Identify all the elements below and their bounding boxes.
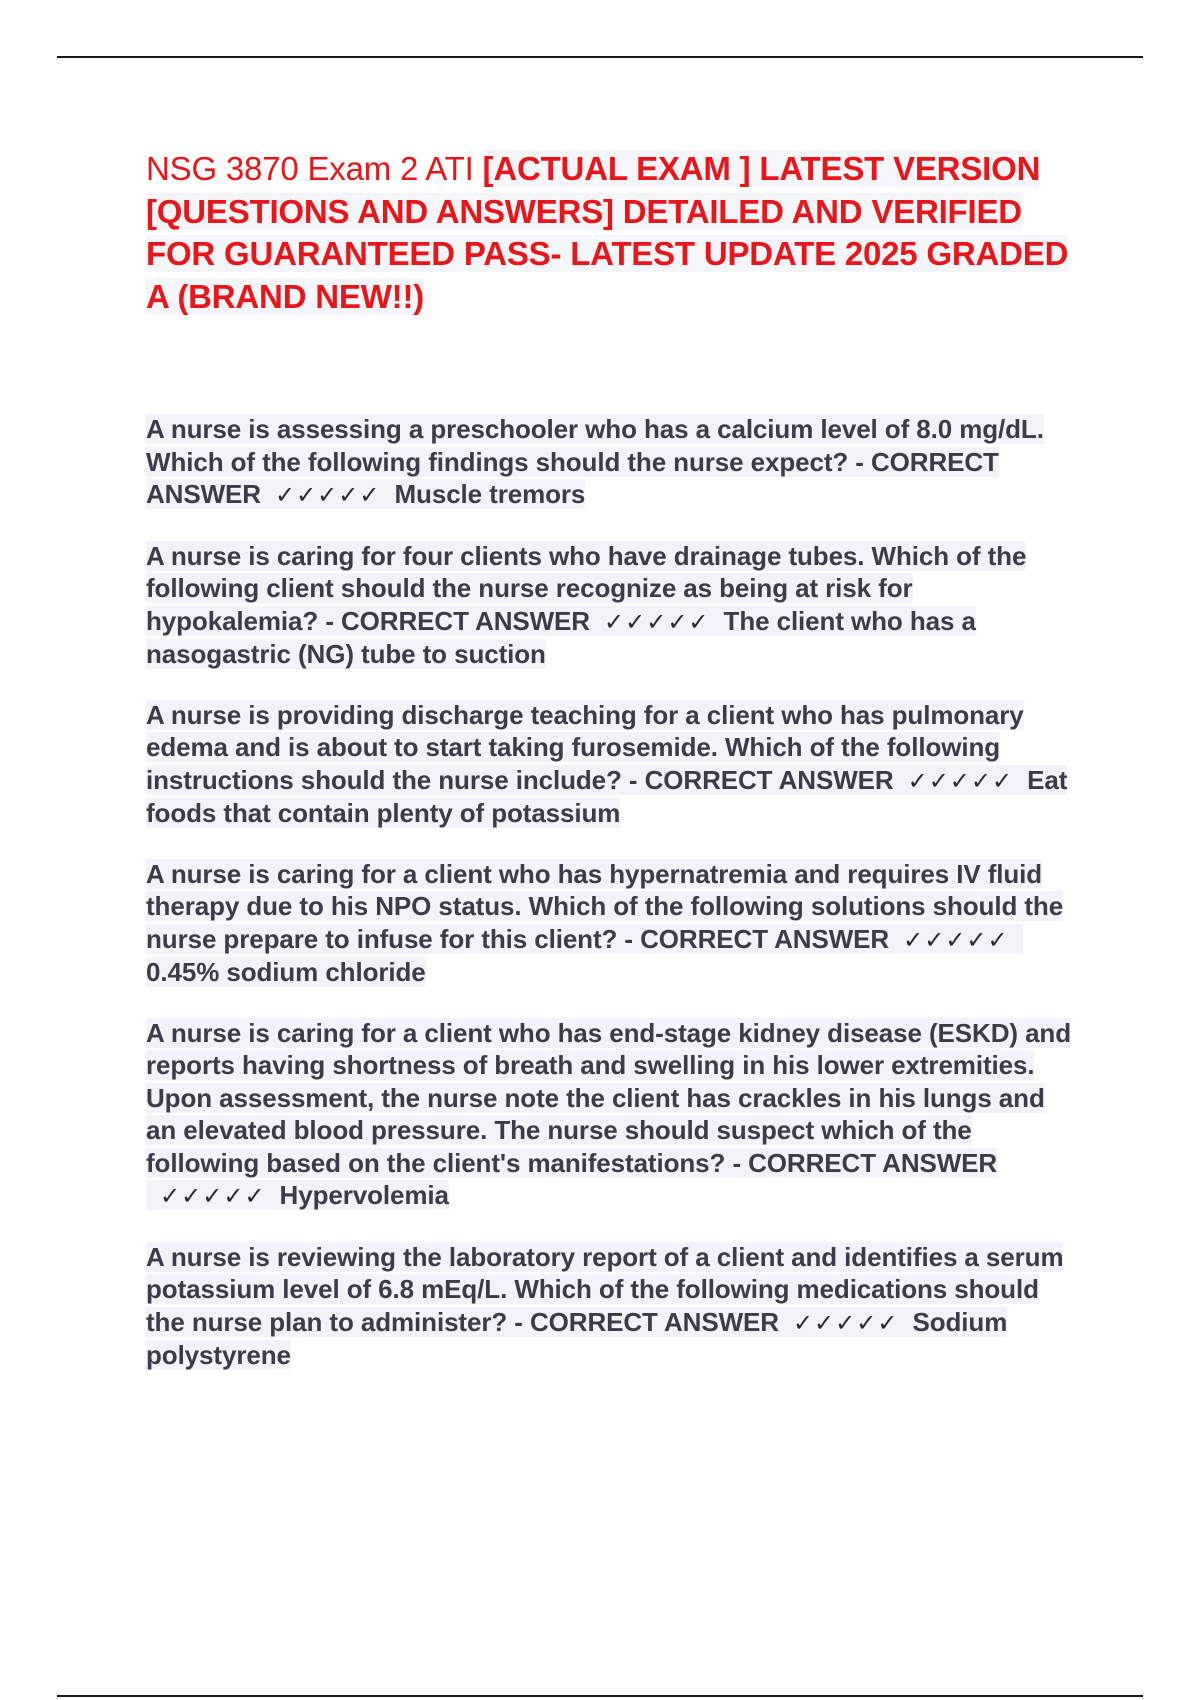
qa-highlight bbox=[146, 1018, 1071, 1211]
qa-item bbox=[146, 413, 1076, 512]
correct-answer-marker: - CORRECT ANSWER bbox=[507, 1306, 779, 1337]
correct-answer-marker: - CORRECT ANSWER bbox=[725, 1147, 998, 1178]
qa-item bbox=[146, 1241, 1076, 1372]
bottom-divider bbox=[57, 1695, 1143, 1697]
checkmarks-icon: ✓✓✓✓✓ bbox=[907, 766, 1014, 795]
qa-highlight bbox=[146, 1242, 1063, 1371]
checkmarks-icon: ✓✓✓✓✓ bbox=[160, 1182, 266, 1210]
checkmarks-icon: ✓✓✓✓✓ bbox=[603, 607, 710, 636]
qa-highlight bbox=[146, 859, 1063, 988]
answer-text: 0.45% sodium chloride bbox=[146, 957, 426, 987]
correct-answer-marker: - CORRECT ANSWER bbox=[621, 764, 894, 795]
correct-answer-marker: - CORRECT ANSWER bbox=[617, 923, 890, 954]
qa-item bbox=[146, 540, 1076, 671]
answer-text: The client who has a nasogastric (NG) tube to suction bbox=[146, 605, 976, 669]
question-text: A nurse is caring for a client who has hypernatremia and requires IV fluid therapy due to his NPO status. Which of the following solutions should the nurse prepare to infuse for this client? bbox=[146, 858, 1064, 954]
qa-item bbox=[146, 858, 1076, 989]
title-lead: NSG 3870 Exam 2 ATI bbox=[146, 150, 483, 187]
qa-highlight bbox=[146, 414, 1044, 509]
qa-highlight bbox=[146, 541, 1026, 670]
title-bold: [ACTUAL EXAM ] LATEST VERSION [QUESTIONS AND ANSWERS] DETAILED AND VERIFIED FOR GUARANTEED PASS- LATEST UPDATE 2025 GRADED A (BRAND NEW!!) bbox=[146, 150, 1069, 315]
answer-text: Hypervolemia bbox=[279, 1180, 449, 1210]
question-text: A nurse is caring for four clients who have drainage tubes. Which of the following client should the nurse recognize as being at risk for hypokalemia? bbox=[146, 540, 1027, 636]
question-text: A nurse is providing discharge teaching for a client who has pulmonary edema and is about to start taking furosemide. Which of the following instructions should the nurse include? bbox=[146, 699, 1024, 795]
checkmarks-icon: ✓✓✓✓✓ bbox=[903, 925, 1009, 954]
top-divider bbox=[57, 56, 1143, 58]
answer-text: Sodium polystyrene bbox=[146, 1306, 1008, 1370]
answer-text: Eat foods that contain plenty of potassium bbox=[146, 764, 1068, 828]
correct-answer-marker: - CORRECT ANSWER bbox=[318, 605, 590, 636]
qa-highlight bbox=[146, 700, 1067, 829]
checkmarks-icon: ✓✓✓✓✓ bbox=[792, 1308, 899, 1337]
question-text: A nurse is reviewing the laboratory report of a client and identifies a serum potassium level of 6.8 mEq/L. Which of the following medications should the nurse plan to administer? bbox=[146, 1241, 1064, 1337]
question-text: A nurse is caring for a client who has end-stage kidney disease (ESKD) and reports having shortness of breath and swelling in his lower extremities. Upon assessment, the nurse note the client has crackles in his lungs and an elevated blood pressure. The nurse should suspect which of the following based on the client's manifestations? bbox=[146, 1017, 1071, 1178]
qa-list bbox=[146, 413, 1076, 1400]
qa-item bbox=[146, 1017, 1076, 1213]
answer-text: Muscle tremors bbox=[394, 479, 586, 509]
checkmarks-icon: ✓✓✓✓✓ bbox=[274, 481, 381, 509]
correct-answer-marker: - CORRECT ANSWER bbox=[146, 446, 999, 509]
question-text: A nurse is assessing a preschooler who has a calcium level of 8.0 mg/dL. Which of the following findings should the nurse expect? bbox=[146, 414, 1044, 477]
document-title bbox=[146, 148, 1076, 318]
qa-item bbox=[146, 699, 1076, 830]
